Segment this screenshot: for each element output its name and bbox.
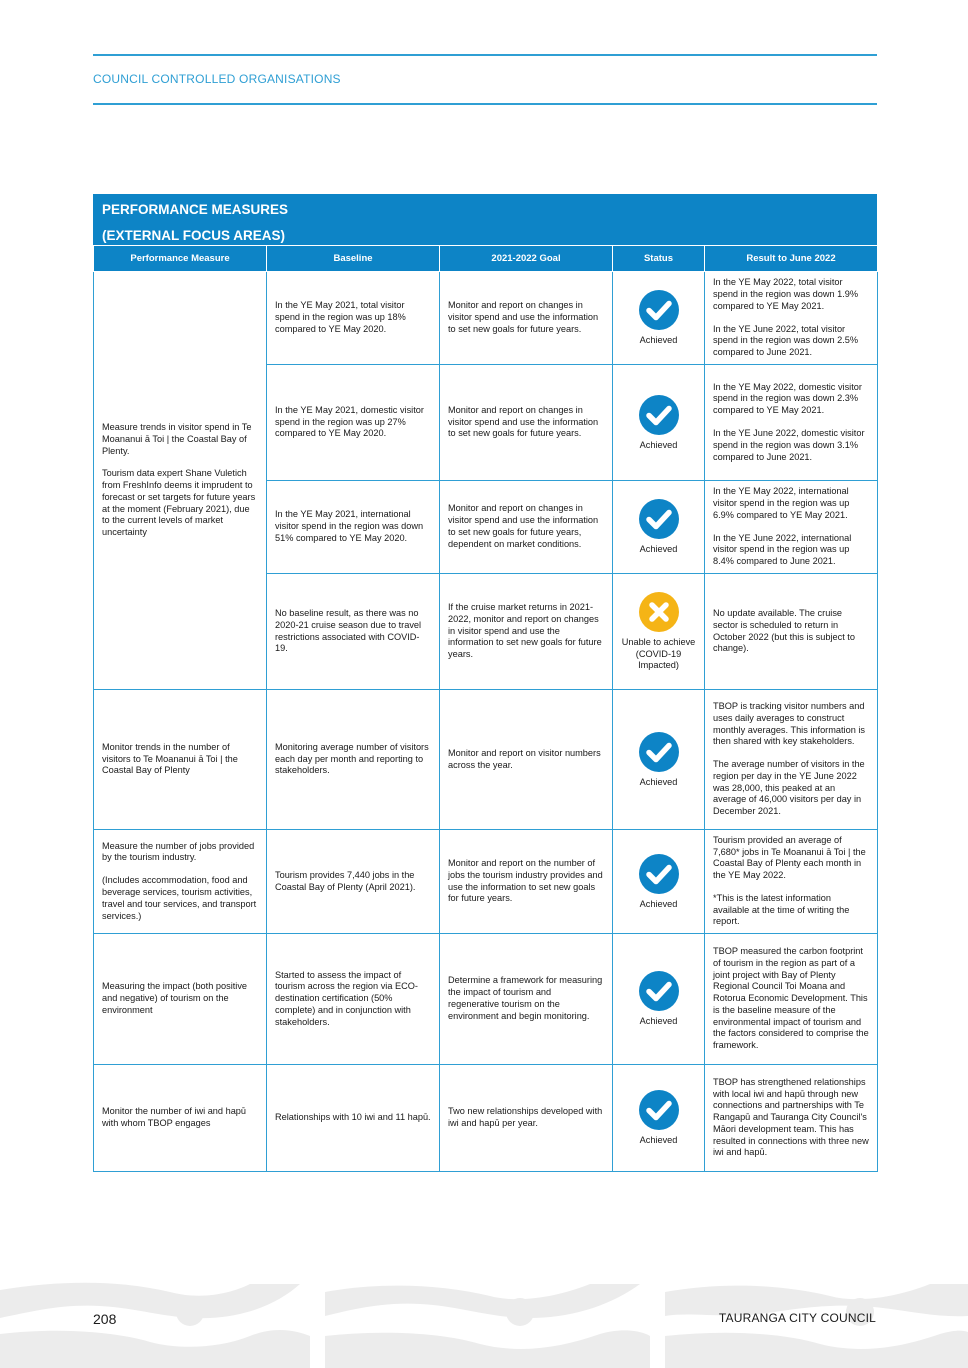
status-cell (613, 830, 705, 934)
baseline-cell (267, 272, 440, 365)
table-row (94, 1065, 878, 1172)
measure-note: Tourism data expert Shane Vuletich from FreshInfo deems it imprudent to forecast or set targets for future years at the moment (February 2021), due to the current levels of market uncertainty (102, 468, 256, 538)
check-circle-icon (638, 853, 680, 895)
goal-cell (440, 365, 613, 481)
baseline-cell (267, 574, 440, 690)
measure-cell-visitor-spend (94, 272, 267, 690)
status-cell (613, 1065, 705, 1172)
measure-cell (94, 830, 267, 934)
measure-text: Monitor trends in the number of visitors to Te Moananui ā Toi | the Coastal Bay of Plenty (102, 741, 238, 776)
baseline-cell (267, 481, 440, 574)
baseline-cell (267, 690, 440, 830)
goal-cell (440, 1065, 613, 1172)
column-header-goal: 2021-2022 Goal (440, 246, 613, 272)
measure-text: Monitor the number of iwi and hapū with whom TBOP engages (102, 1106, 247, 1128)
column-header-result: Result to June 2022 (705, 246, 878, 272)
baseline-cell (267, 830, 440, 934)
status-cell (613, 690, 705, 830)
result-text: The average number of visitors in the region per day in the YE June 2022 was 28,000, this peaked at an average of 46,000 visitors per day in December 2021. (713, 759, 865, 817)
status-label: Unable to achieve (COVID-19 Impacted) (621, 636, 696, 671)
goal-cell (440, 934, 613, 1065)
check-circle-icon (638, 498, 680, 540)
result-text: In the YE June 2022, domestic visitor spend in the region was down 3.1% compared to June 2021. (713, 428, 865, 462)
result-text: Tourism provided an average of 7,680* jobs in Te Moananui ā Toi | the Coastal Bay of Plenty each month in the YE May 2022. (713, 834, 866, 881)
table-row (94, 690, 878, 830)
page-number: 208 (93, 1311, 117, 1327)
column-header-status: Status (613, 246, 705, 272)
cross-circle-icon (638, 591, 680, 633)
baseline-text: In the YE May 2021, international visitor spend in the region was down 51% compared to YE May 2020. (275, 509, 424, 543)
result-cell (705, 1065, 878, 1172)
baseline-text: No baseline result, as there was no 2020-21 cruise season due to travel restrictions associated with COVID-19. (275, 607, 422, 654)
baseline-cell (267, 1065, 440, 1172)
measure-text: Measure the number of jobs provided by the tourism industry. (102, 840, 255, 863)
table-title-line1: PERFORMANCE MEASURES (102, 202, 289, 217)
section-label: COUNCIL CONTROLLED ORGANISATIONS (93, 72, 341, 86)
header-rule-top (93, 54, 877, 56)
table-row (94, 830, 878, 934)
baseline-text: In the YE May 2021, total visitor spend in the region was up 18% compared to YE May 2020. (275, 300, 406, 334)
measure-cell (94, 1065, 267, 1172)
result-text: TBOP has strengthened relationships with local iwi and hapū through new connections and partnerships with Te Rangapū and Tauranga City Council's Māori development team. This has resulted in connections with three new iwi and hapū. (713, 1076, 869, 1158)
measure-text: Measuring the impact (both positive and negative) of tourism on the environment (102, 981, 248, 1015)
measure-note: (Includes accommodation, food and beverage services, tourism activities, travel and tour services, and transport services.) (102, 875, 257, 921)
result-cell (705, 574, 878, 690)
result-cell (705, 830, 878, 934)
table-row (94, 272, 878, 365)
goal-cell (440, 690, 613, 830)
goal-text: Determine a framework for measuring the impact of tourism and regenerative tourism on the environment and begin monitoring. (448, 975, 603, 1021)
goal-cell (440, 574, 613, 690)
status-label: Achieved (639, 898, 678, 909)
measures-grid (93, 245, 878, 1172)
table-title-line2: (EXTERNAL FOCUS AREAS) (102, 228, 286, 243)
table-row (94, 934, 878, 1065)
result-text: *This is the latest information available at the time of writing the report. (713, 892, 850, 927)
status-cell (613, 481, 705, 574)
result-cell (705, 934, 878, 1065)
result-text: In the YE May 2022, domestic visitor spend in the region was down 2.3% compared to YE May 2021. (713, 381, 862, 416)
goal-text: Monitor and report on changes in visitor spend and use the information to set new goals for future years. (448, 404, 599, 439)
check-circle-icon (638, 1089, 680, 1131)
status-label: Achieved (639, 1135, 678, 1146)
column-header-row (94, 246, 878, 272)
status-label: Achieved (639, 439, 678, 450)
status-label: Achieved (639, 1016, 678, 1027)
result-cell (705, 481, 878, 574)
status-cell (613, 272, 705, 365)
column-header-measure: Performance Measure (94, 246, 267, 272)
result-text: TBOP measured the carbon footprint of tourism in the region as part of a joint project with Bay of Plenty Regional Council Toi Moana and Rotorua Economic Development. This is the baseline measure of the environmental impact of tourism and the factors considered to comprise the framework. (713, 945, 869, 1051)
baseline-text: In the YE May 2021, domestic visitor spend in the region was up 27% compared to YE May 2020. (275, 404, 424, 439)
result-text: In the YE May 2022, total visitor spend in the region was down 1.9% compared to YE May 2021. (713, 277, 859, 311)
result-cell (705, 272, 878, 365)
measure-cell (94, 690, 267, 830)
measure-cell (94, 934, 267, 1065)
footer-organisation: TAURANGA CITY COUNCIL (718, 1311, 876, 1325)
result-text: In the YE June 2022, international visitor spend in the region was up 8.4% compared to June 2021. (713, 532, 852, 567)
status-label: Achieved (639, 776, 678, 787)
status-label: Achieved (639, 544, 678, 555)
goal-text: Monitor and report on changes in visitor spend and use the information to set new goals for future years, dependent on market conditions. (448, 503, 599, 549)
goal-text: If the cruise market returns in 2021-2022, monitor and report on changes in visitor spend and use the information to set new goals for future years. (448, 602, 602, 660)
check-circle-icon (638, 731, 680, 773)
result-cell (705, 690, 878, 830)
result-text: In the YE June 2022, total visitor spend in the region was down 2.5% compared to June 2021. (713, 323, 859, 358)
check-circle-icon (638, 970, 680, 1012)
baseline-text: Started to assess the impact of tourism across the region via ECO-destination certification (50% complete) and in conjunction with stakeholders. (275, 969, 418, 1027)
goal-cell (440, 481, 613, 574)
check-circle-icon (638, 289, 680, 331)
status-cell (613, 934, 705, 1065)
performance-measures-table (93, 194, 877, 1172)
goal-cell (440, 830, 613, 934)
goal-text: Monitor and report on changes in visitor spend and use the information to set new goals for future years. (448, 300, 599, 334)
baseline-text: Tourism provides 7,440 jobs in the Coastal Bay of Plenty (April 2021). (275, 869, 416, 892)
column-header-baseline: Baseline (267, 246, 440, 272)
check-circle-icon (638, 394, 680, 436)
status-label: Achieved (639, 335, 678, 346)
baseline-cell (267, 934, 440, 1065)
baseline-cell (267, 365, 440, 481)
status-cell (613, 365, 705, 481)
header-rule-bottom (93, 103, 877, 105)
baseline-text: Relationships with 10 iwi and 11 hapū. (275, 1112, 431, 1123)
result-cell (705, 365, 878, 481)
status-cell (613, 574, 705, 690)
goal-text: Monitor and report on the number of jobs the tourism industry provides and use the information to set new goals for future years. (448, 857, 603, 904)
result-text: TBOP is tracking visitor numbers and uses daily averages to construct monthly averages. This information is then shared with key stakeholders. (713, 700, 866, 747)
measure-text: Measure trends in visitor spend in Te Moananui ā Toi | the Coastal Bay of Plenty. (102, 421, 252, 456)
result-text: No update available. The cruise sector is scheduled to return in October 2022 (but this is subject to change). (713, 607, 855, 654)
goal-cell (440, 272, 613, 365)
goal-text: Two new relationships developed with iwi and hapū per year. (448, 1106, 603, 1128)
result-text: In the YE May 2022, international visitor spend in the region was up 6.9% compared to YE May 2021. (713, 486, 850, 520)
table-title (93, 194, 877, 245)
baseline-text: Monitoring average number of visitors each day per month and reporting to stakeholders. (275, 741, 429, 776)
goal-text: Monitor and report on visitor numbers across the year. (448, 747, 601, 770)
